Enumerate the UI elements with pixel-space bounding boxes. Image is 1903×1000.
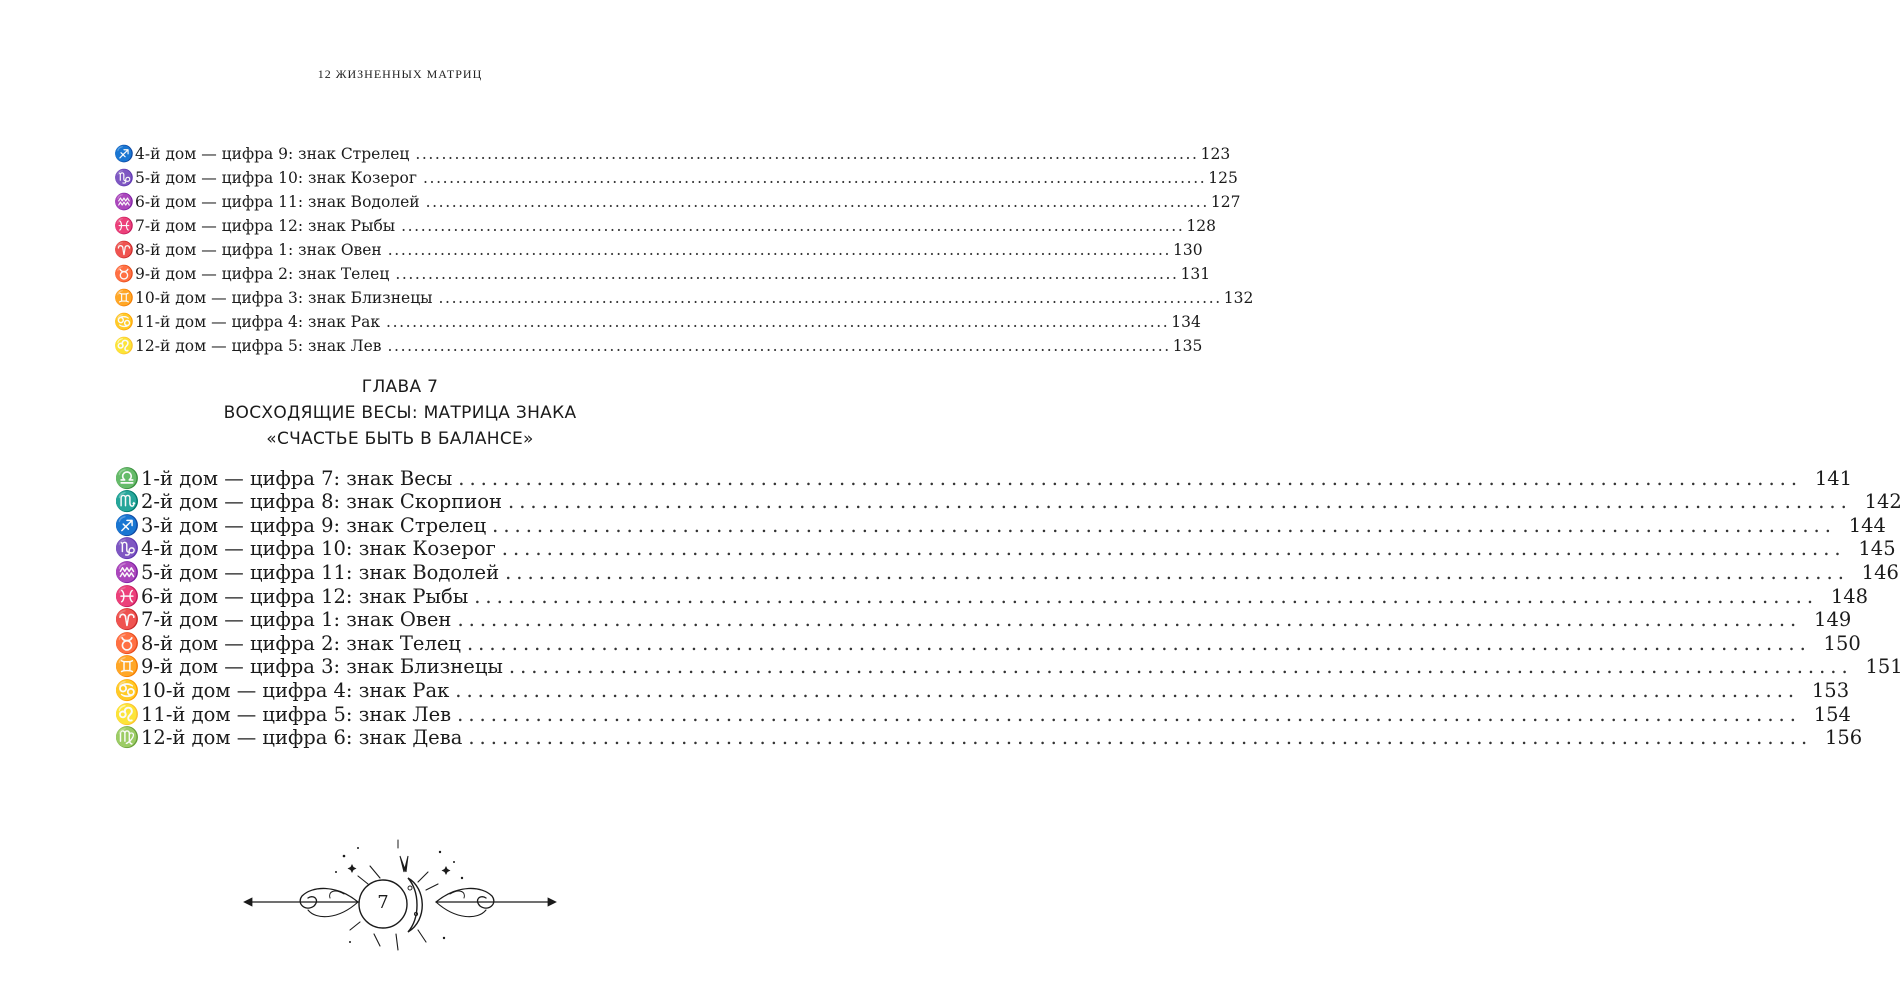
leo-icon: ♌	[114, 701, 140, 726]
toc-entry	[113, 607, 1852, 632]
toc-entry	[113, 630, 1861, 655]
toc-entry-title: 7-й дом — цифра 1: знак Овен	[141, 608, 452, 632]
leo-icon: ♌	[114, 336, 134, 355]
dot-leader: ........................................................................................................................	[508, 655, 1853, 679]
dot-leader: ........................................................................................................................	[457, 608, 1802, 632]
toc-page-number: 134	[1171, 313, 1201, 331]
toc-entry	[113, 701, 1851, 726]
dot-leader: ........................................................................................................................	[458, 466, 1803, 490]
toc-page-number: 128	[1186, 217, 1216, 235]
dot-leader: ........................................................................................................................	[415, 145, 1199, 163]
chapter-title-line-2: «СЧАСТЬЕ БЫТЬ В БАЛАНСЕ»	[266, 429, 534, 449]
dot-leader: ........................................................................................................................	[466, 631, 1811, 655]
toc-list-chapter-7	[113, 465, 1903, 750]
aquarius-icon: ♒	[114, 559, 140, 584]
toc-page-number: 149	[1814, 608, 1852, 632]
toc-entry-title: 3-й дом — цифра 9: знак Стрелец	[141, 513, 487, 537]
toc-page-number: 123	[1200, 145, 1231, 163]
toc-entry	[113, 465, 1853, 490]
toc-page-number: 150	[1823, 631, 1861, 655]
dot-leader: ........................................................................................................................	[425, 193, 1209, 211]
toc-page-number: 153	[1811, 678, 1850, 702]
chapter-heading	[0, 374, 800, 452]
toc-entry	[113, 583, 1869, 608]
toc-entry	[113, 236, 1203, 260]
taurus-icon: ♉	[114, 630, 140, 655]
toc-entry-title: 8-й дом — цифра 2: знак Телец	[141, 631, 461, 655]
toc-page-number: 141	[1814, 466, 1853, 490]
sagittarius-icon: ♐	[114, 144, 134, 163]
sagittarius-icon: ♐	[114, 512, 140, 537]
toc-entry	[113, 725, 1863, 750]
toc-entry	[113, 188, 1241, 212]
virgo-icon: ♍	[114, 725, 140, 750]
toc-entry-title: 12-й дом — цифра 6: знак Дева	[141, 726, 463, 750]
dot-leader: ........................................................................................................................	[508, 490, 1852, 514]
toc-entry	[113, 260, 1211, 284]
toc-page-number: 148	[1830, 584, 1869, 608]
cancer-icon: ♋	[114, 312, 134, 331]
toc-entry-title: 11-й дом — цифра 5: знак Лев	[141, 702, 452, 726]
toc-entry	[113, 332, 1203, 356]
toc-entry-title: 12-й дом — цифра 5: знак Лев	[135, 337, 382, 355]
toc-list-continued	[113, 140, 1254, 356]
page-number: 7	[377, 892, 389, 913]
toc-entry-title: 7-й дом — цифра 12: знак Рыбы	[135, 217, 396, 235]
chapter-label: ГЛАВА 7	[361, 377, 439, 397]
toc-page-number: 135	[1172, 337, 1203, 355]
dot-leader: ........................................................................................................................	[457, 702, 1801, 726]
toc-entry-title: 11-й дом — цифра 4: знак Рак	[135, 313, 381, 331]
toc-page-number: 146	[1861, 560, 1899, 584]
toc-page-number: 125	[1208, 169, 1238, 187]
chapter-title-line-1: ВОСХОДЯЩИЕ ВЕСЫ: МАТРИЦА ЗНАКА	[223, 403, 577, 423]
dot-leader: ........................................................................................................................	[468, 726, 1813, 750]
aries-icon: ♈	[114, 607, 140, 632]
toc-page-number: 127	[1210, 193, 1241, 211]
running-head: 12 ЖИЗНЕННЫХ МАТРИЦ	[317, 67, 483, 81]
toc-entry	[113, 164, 1238, 188]
toc-entry	[113, 536, 1896, 561]
cancer-icon: ♋	[114, 677, 140, 702]
toc-entry-title: 8-й дом — цифра 1: знак Овен	[135, 241, 382, 259]
toc-entry	[113, 512, 1886, 537]
toc-entry	[113, 654, 1903, 679]
toc-entry-title: 6-й дом — цифра 11: знак Водолей	[135, 193, 420, 211]
toc-page-number: 154	[1813, 702, 1851, 726]
toc-entry	[113, 559, 1899, 584]
toc-entry	[113, 308, 1201, 332]
toc-page-number: 144	[1848, 513, 1886, 537]
aquarius-icon: ♒	[114, 192, 134, 211]
dot-leader: ........................................................................................................................	[455, 678, 1800, 702]
dot-leader: ........................................................................................................................	[423, 169, 1207, 187]
toc-page-number: 130	[1173, 241, 1203, 259]
toc-entry	[113, 284, 1254, 308]
toc-page-number: 156	[1824, 726, 1863, 750]
dot-leader: ........................................................................................................................	[387, 241, 1172, 259]
toc-entry	[113, 212, 1216, 236]
pisces-icon: ♓	[114, 216, 134, 235]
toc-page-number: 142	[1864, 490, 1902, 514]
toc-entry-title: 6-й дом — цифра 12: знак Рыбы	[141, 584, 469, 608]
toc-entry-title: 10-й дом — цифра 4: знак Рак	[141, 678, 450, 702]
toc-entry-title: 9-й дом — цифра 2: знак Телец	[135, 265, 390, 283]
taurus-icon: ♉	[114, 264, 134, 283]
toc-entry-title: 10-й дом — цифра 3: знак Близнецы	[135, 289, 433, 307]
dot-leader: ........................................................................................................................	[505, 560, 1849, 584]
toc-entry	[113, 140, 1231, 164]
capricorn-icon: ♑	[114, 536, 140, 561]
dot-leader: ........................................................................................................................	[474, 584, 1819, 608]
toc-page-number: 151	[1865, 655, 1903, 679]
dot-leader: ........................................................................................................................	[492, 513, 1836, 537]
pisces-icon: ♓	[114, 583, 140, 608]
gemini-icon: ♊	[114, 654, 140, 679]
gemini-icon: ♊	[114, 288, 134, 307]
toc-entry	[113, 489, 1902, 514]
dot-leader: ........................................................................................................................	[501, 537, 1846, 561]
toc-page-number: 132	[1223, 289, 1254, 307]
dot-leader: ........................................................................................................................	[387, 337, 1171, 355]
dot-leader: ........................................................................................................................	[395, 265, 1179, 283]
libra-icon: ♎	[114, 465, 140, 490]
dot-leader: ........................................................................................................................	[438, 289, 1222, 307]
toc-entry-title: 5-й дом — цифра 10: знак Козерог	[135, 169, 418, 187]
toc-entry-title: 1-й дом — цифра 7: знак Весы	[141, 466, 453, 490]
toc-entry-title: 4-й дом — цифра 9: знак Стрелец	[135, 145, 410, 163]
dot-leader: ........................................................................................................................	[401, 217, 1185, 235]
toc-page-number: 145	[1858, 537, 1896, 561]
toc-entry-title: 4-й дом — цифра 10: знак Козерог	[141, 537, 496, 561]
toc-page-number: 131	[1180, 265, 1211, 283]
aries-icon: ♈	[114, 240, 134, 259]
toc-entry-title: 9-й дом — цифра 3: знак Близнецы	[141, 655, 503, 679]
toc-entry-title: 5-й дом — цифра 11: знак Водолей	[141, 560, 500, 584]
toc-entry-title: 2-й дом — цифра 8: знак Скорпион	[141, 490, 502, 514]
toc-entry	[113, 677, 1850, 702]
dot-leader: ........................................................................................................................	[386, 313, 1170, 331]
capricorn-icon: ♑	[114, 168, 134, 187]
scorpio-icon: ♏	[114, 489, 140, 514]
